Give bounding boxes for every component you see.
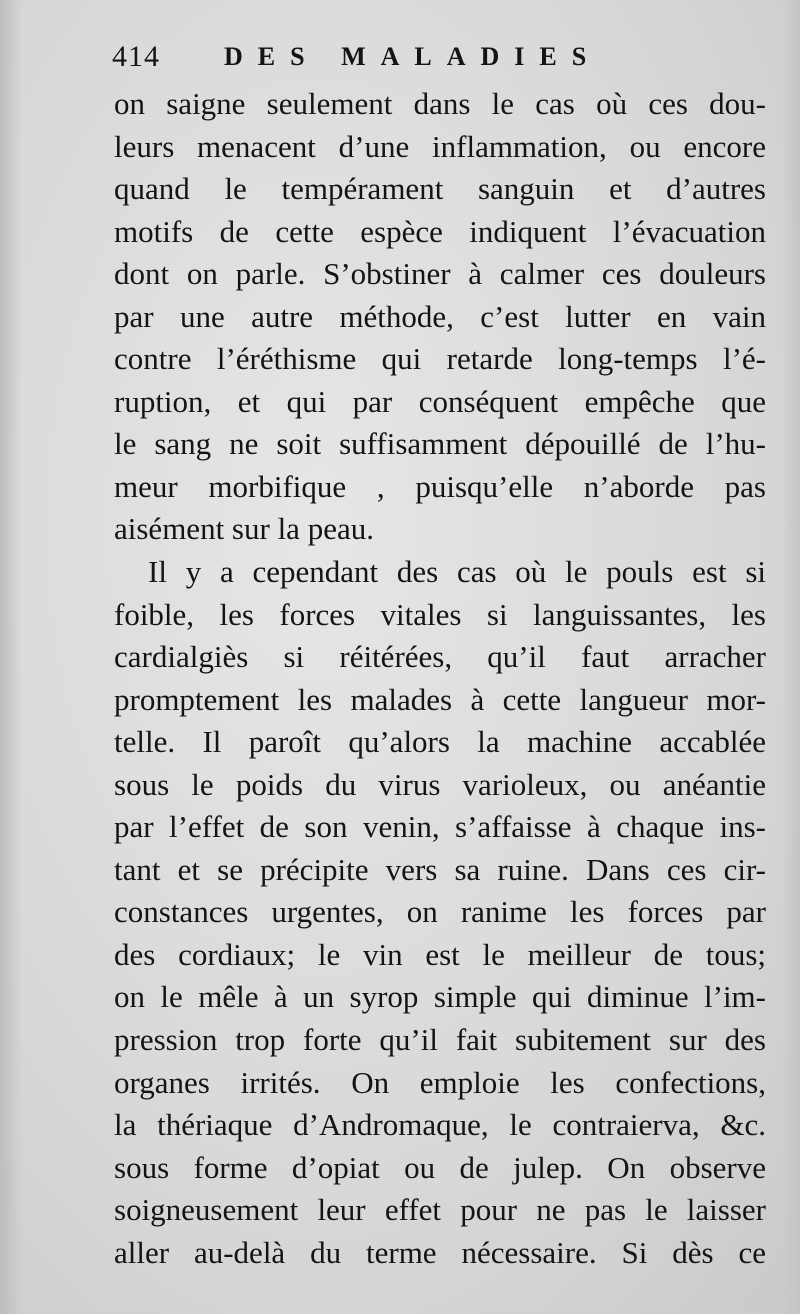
body-text <box>114 83 766 1274</box>
page-edge-shadow-right <box>782 0 800 1314</box>
text-line: on saigne seulement dans le cas où ces dou- <box>114 86 766 121</box>
text-line: leurs menacent d’une inflammation, ou encore <box>114 128 766 164</box>
text-line: cardialgiès si réitérées, qu’il faut arracher <box>114 639 766 675</box>
text-line-paragraph-end: aisément sur la peau. <box>114 511 374 547</box>
text-line: sous forme d’opiat ou de julep. On observe <box>114 1149 766 1185</box>
text-line: contre l’éréthisme qui retarde long-temps l’é- <box>114 341 766 377</box>
running-title: DES MALADIES <box>224 42 602 71</box>
page-number: 414 <box>112 40 160 73</box>
page-edge-shadow-left <box>0 0 22 1314</box>
text-line: promptement les malades à cette langueur mor- <box>114 681 766 717</box>
text-line: le sang ne soit suffisamment dépouillé de l’hu- <box>114 426 766 462</box>
text-line: ruption, et qui par conséquent empêche que <box>114 383 766 419</box>
text-line: quand le tempérament sanguin et d’autres <box>114 171 766 207</box>
text-line: on le mêle à un syrop simple qui diminue l’im- <box>114 979 766 1015</box>
text-line: la thériaque d’Andromaque, le contraierva, &c. <box>114 1107 766 1143</box>
text-line: constances urgentes, on ranime les forces par <box>114 894 766 930</box>
text-line: par une autre méthode, c’est lutter en vain <box>114 298 766 334</box>
text-line: soigneusement leur effet pour ne pas le laisser <box>114 1192 766 1228</box>
text-line: telle. Il paroît qu’alors la machine accablée <box>114 724 766 760</box>
text-line: pression trop forte qu’il fait subitement sur des <box>114 1022 766 1058</box>
text-line: tant et se précipite vers sa ruine. Dans ces cir- <box>114 851 766 887</box>
text-line: aller au-delà du terme nécessaire. Si dès ce <box>114 1234 766 1270</box>
text-line: foible, les forces vitales si languissantes, les <box>114 596 766 632</box>
page-header <box>112 36 672 84</box>
text-line: meur morbifique , puisqu’elle n’aborde pas <box>114 468 766 504</box>
text-line: dont on parle. S’obstiner à calmer ces douleurs <box>114 256 766 292</box>
text-line: motifs de cette espèce indiquent l’évacuation <box>114 213 766 249</box>
text-line-paragraph-start: Il y a cependant des cas où le pouls est si <box>148 554 766 590</box>
text-line: sous le poids du virus varioleux, ou anéantie <box>114 766 766 802</box>
text-line: des cordiaux; le vin est le meilleur de tous; <box>114 936 766 972</box>
text-line: organes irrités. On emploie les confections, <box>114 1064 766 1100</box>
text-line: par l’effet de son venin, s’affaisse à chaque ins- <box>114 809 766 845</box>
